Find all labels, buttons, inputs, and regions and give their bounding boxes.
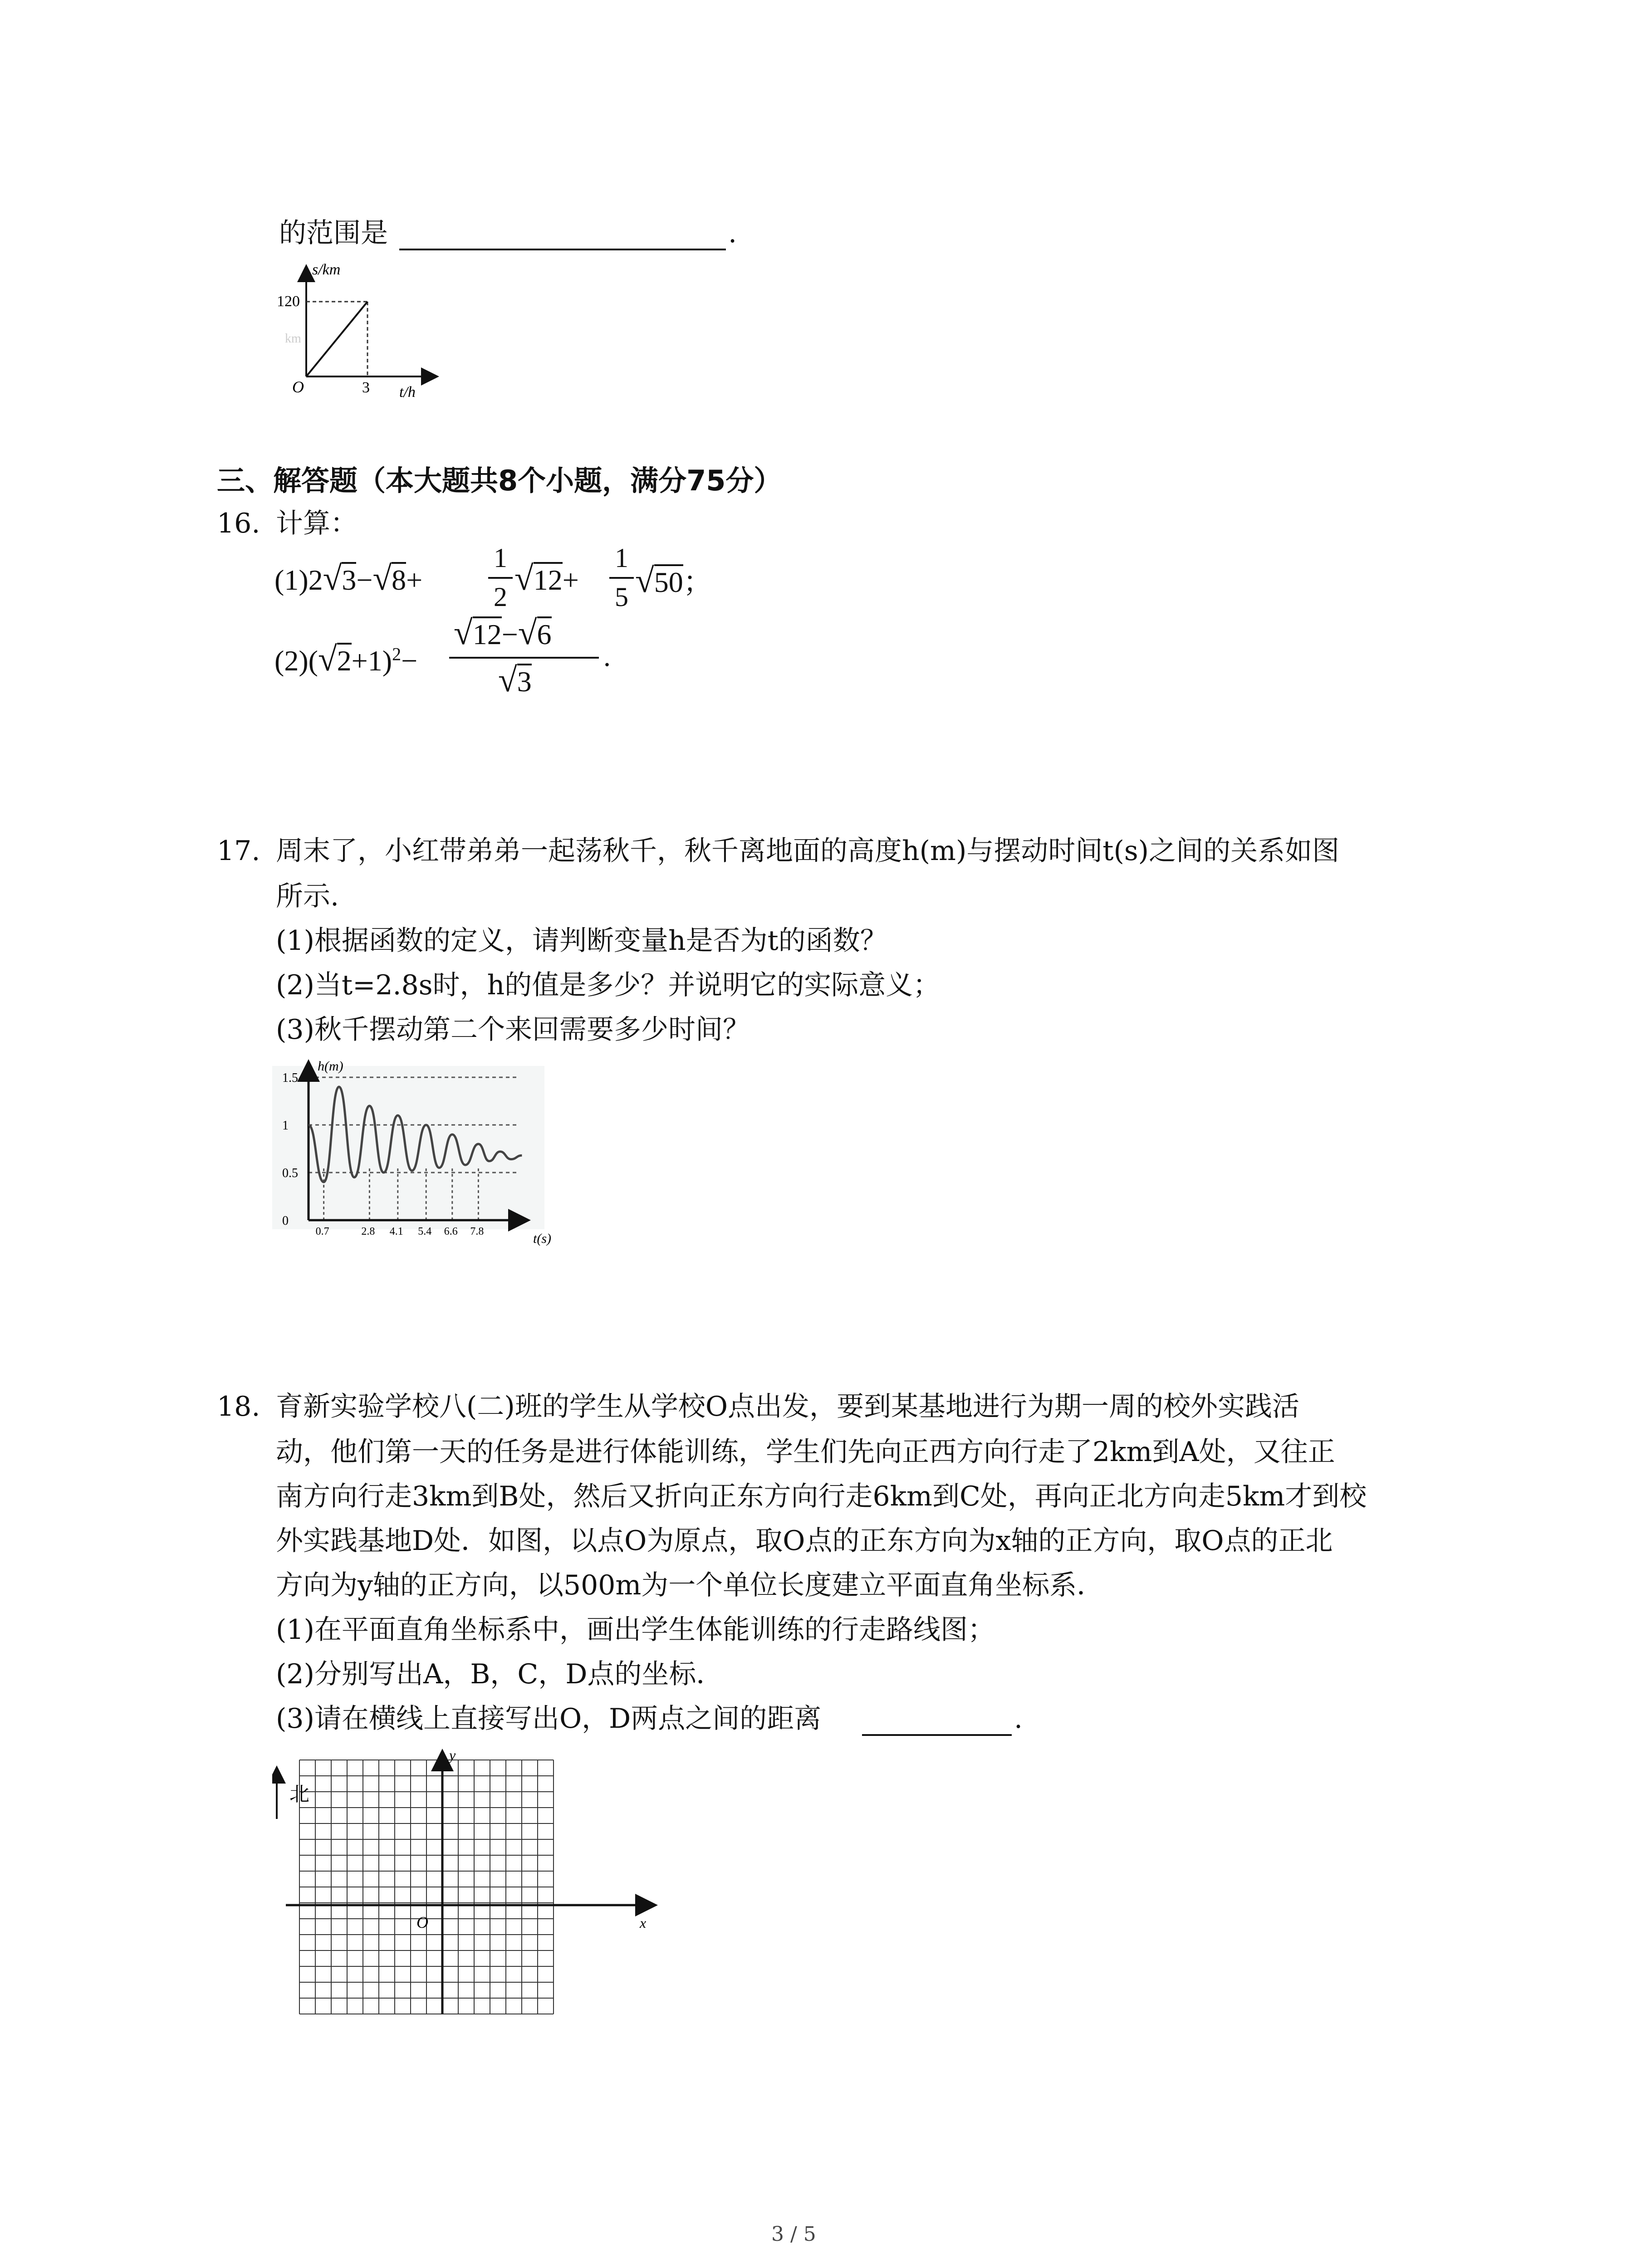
q17-sub3: (3)秋千摆动第二个来回需要多少时间？: [276, 1014, 750, 1046]
grid-lines: [299, 1760, 554, 2014]
q18-line1: 育新实验学校八(二)班的学生从学校O点出发，要到某基地进行为期一周的校外实践活: [276, 1391, 1300, 1422]
origin-label: O: [292, 378, 304, 396]
frac2-num: 1: [615, 543, 628, 573]
q16-part1-b: [514, 559, 579, 598]
x-axis-label: t(s): [533, 1231, 551, 1246]
q18-line3: 南方向行走3km到B处，然后又折向正东方向行走6km到C处，再向正北方向走5km才到校: [276, 1481, 1367, 1512]
q18-line4: 外实践基地D处．如图，以点O为原点，取O点的正东方向为x轴的正方向，取O点的正北: [276, 1525, 1333, 1557]
q18-sub3-end: .: [1014, 1703, 1023, 1735]
sqrt-sign: √: [498, 661, 517, 699]
x-axis-label: x: [640, 1915, 647, 1931]
y-tick-label: 0.5: [282, 1166, 298, 1180]
x-tick-label: 0.7: [315, 1226, 329, 1237]
x-tick-label: 2.8: [361, 1226, 375, 1237]
q17-line2: 所示.: [276, 880, 339, 912]
frac1-den: 2: [494, 582, 507, 612]
sqrt-sign: √: [372, 559, 392, 597]
q16-part1-c: [635, 559, 712, 601]
frac3-numerator: [454, 613, 552, 653]
radicand: 6: [537, 616, 552, 650]
plus-sign: +: [562, 564, 579, 596]
radicand: 3: [342, 562, 356, 596]
minus-sign: −: [501, 618, 518, 650]
y-axis-label: s/km: [312, 261, 341, 278]
sqrt-sign: √: [454, 614, 473, 652]
frac2-den: 5: [615, 582, 628, 612]
sqrt-sign: √: [518, 614, 537, 652]
line-segment: [306, 302, 367, 376]
y-tick-label: 1: [282, 1119, 289, 1133]
minus-sign: −: [401, 645, 418, 677]
x-tick-label: 7.8: [470, 1226, 484, 1237]
frac3-bar: [449, 657, 599, 659]
x-tick-3: 3: [362, 379, 370, 396]
sqrt-sign: √: [323, 559, 342, 597]
radicand: 8: [392, 562, 406, 596]
q18-line2: 动，他们第一天的任务是进行体能训练，学生们先向正西方向行走了2km到A处，又往正: [276, 1436, 1335, 1468]
q16-part2: [274, 640, 417, 679]
frac1-num: 1: [494, 543, 507, 573]
frac3-denominator: [498, 660, 532, 700]
origin-label: O: [416, 1913, 428, 1931]
frac2-bar: [609, 577, 634, 579]
q17-number: 17.: [217, 835, 260, 867]
radicand: 50: [654, 564, 683, 598]
x-tick-label: 5.4: [418, 1226, 432, 1237]
y-tick-label: 0: [282, 1214, 289, 1228]
figure-15-graph: [272, 259, 463, 404]
q18-sub1: (1)在平面直角坐标系中，画出学生体能训练的行走路线图；: [276, 1614, 995, 1646]
exponent: 2: [392, 644, 402, 665]
swing-chart: [272, 1057, 572, 1247]
part2-label: (2)(: [274, 645, 318, 677]
x-tick-label: 4.1: [389, 1226, 403, 1237]
q16-stem: 计算：: [276, 508, 358, 539]
sqrt-sign: √: [635, 562, 654, 600]
coordinate-grid[interactable]: [272, 1742, 681, 2023]
radicand: 12: [534, 562, 563, 596]
part1-coef: 2: [308, 564, 323, 596]
q18-number: 18.: [217, 1391, 260, 1422]
radicand: 3: [517, 664, 532, 698]
q18-sub3: (3)请在横线上直接写出O，D两点之间的距离: [276, 1703, 822, 1735]
q17-sub1: (1)根据函数的定义，请判断变量h是否为t的函数？: [276, 925, 887, 957]
answer-blank-18[interactable]: [862, 1734, 1012, 1736]
x-axis-label: t/h: [399, 384, 416, 401]
q18-line5: 方向为y轴的正方向，以500m为一个单位长度建立平面直角坐标系．: [276, 1569, 1104, 1601]
q16-number: 16.: [217, 508, 260, 539]
part1-label: (1): [274, 564, 309, 596]
q16-part1: [274, 559, 422, 598]
frac1-bar: [488, 577, 513, 579]
answer-blank-15[interactable]: [399, 249, 726, 250]
sqrt-sign: √: [318, 640, 337, 678]
sqrt-sign: √: [514, 559, 534, 597]
plus-sign: +: [406, 564, 423, 596]
minus-sign: −: [356, 564, 373, 596]
q18-sub2: (2)分别写出A，B，C，D点的坐标．: [276, 1658, 724, 1690]
y-tick-label: 1.5: [282, 1071, 298, 1085]
part2-end: .: [603, 640, 611, 672]
y-axis-label: h(m): [318, 1059, 343, 1074]
north-label: 北: [289, 1783, 309, 1805]
x-tick-label: 6.6: [444, 1226, 458, 1237]
end-punct: ；: [683, 566, 712, 598]
y-axis-label: y: [449, 1747, 456, 1763]
page-number: 3 / 5: [771, 2223, 816, 2246]
radicand: 2: [337, 643, 352, 677]
y-tick-120: 120: [277, 293, 300, 310]
q17-line1: 周末了，小红带弟弟一起荡秋千，秋千离地面的高度h(m)与摆动时间t(s)之间的关系如图: [276, 835, 1340, 867]
radicand: 12: [473, 616, 502, 650]
intro-text: 的范围是: [279, 217, 388, 249]
section-heading: 三、解答题（本大题共8个小题，满分75分）: [217, 464, 782, 497]
part2-mid: +1): [351, 645, 392, 677]
chart-background: [272, 1066, 544, 1229]
intro-period: .: [728, 217, 737, 249]
q17-sub2: (2)当t=2.8s时，h的值是多少？并说明它的实际意义；: [276, 969, 941, 1001]
faint-label: km: [285, 332, 301, 346]
